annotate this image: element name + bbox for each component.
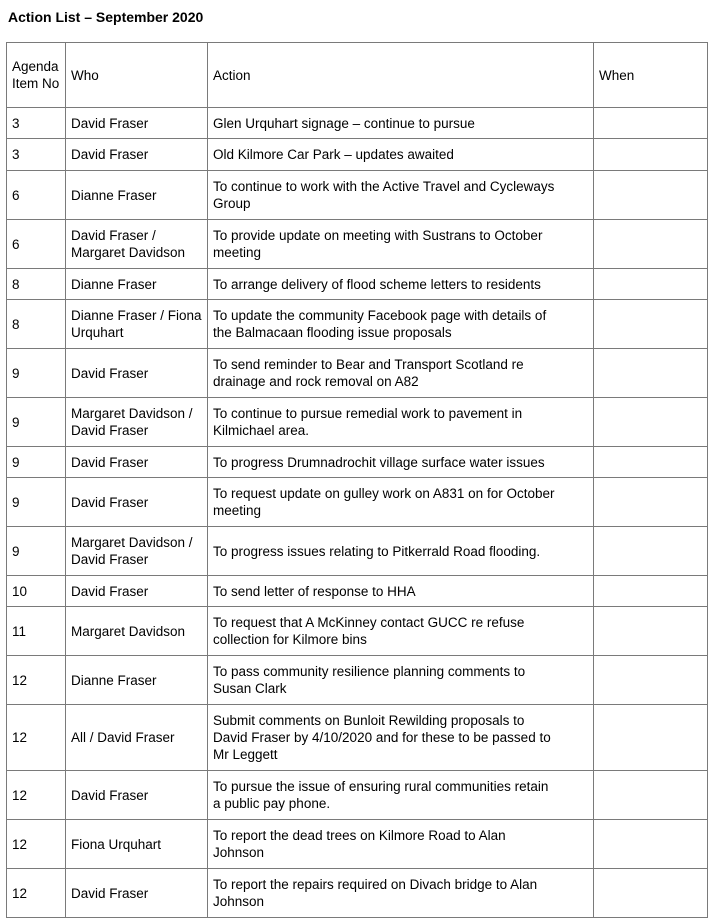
cell-who: Dianne Fraser: [66, 656, 208, 705]
table-row: [7, 108, 708, 139]
cell-agenda-item-no: 12: [7, 869, 66, 918]
cell-action: Old Kilmore Car Park – updates awaited: [208, 139, 594, 171]
cell-who: David Fraser / Margaret Davidson: [66, 220, 208, 269]
table-row: [7, 656, 708, 705]
cell-agenda-item-no: 3: [7, 139, 66, 171]
table-row: [7, 607, 708, 656]
cell-action: To provide update on meeting with Sustrans to October meeting: [208, 220, 594, 269]
cell-who: Dianne Fraser / Fiona Urquhart: [66, 300, 208, 349]
cell-action: Glen Urquhart signage – continue to pursue: [208, 108, 594, 139]
table-row: [7, 576, 708, 607]
cell-agenda-item-no: 12: [7, 705, 66, 771]
table-row: [7, 478, 708, 527]
table-row: [7, 220, 708, 269]
cell-action: To request that A McKinney contact GUCC re refuse collection for Kilmore bins: [208, 607, 594, 656]
cell-who: David Fraser: [66, 139, 208, 171]
cell-when: [594, 607, 708, 656]
cell-when: [594, 527, 708, 576]
cell-when: [594, 139, 708, 171]
table-row: [7, 300, 708, 349]
cell-who: David Fraser: [66, 349, 208, 398]
table-row: [7, 771, 708, 820]
cell-who: David Fraser: [66, 447, 208, 478]
cell-who: David Fraser: [66, 869, 208, 918]
cell-agenda-item-no: 12: [7, 656, 66, 705]
table-row: [7, 398, 708, 447]
cell-agenda-item-no: 10: [7, 576, 66, 607]
cell-agenda-item-no: 9: [7, 527, 66, 576]
cell-agenda-item-no: 8: [7, 269, 66, 300]
cell-when: [594, 220, 708, 269]
table-row: [7, 447, 708, 478]
document-title: Action List – September 2020: [8, 9, 204, 25]
cell-when: [594, 349, 708, 398]
cell-who: Margaret Davidson: [66, 607, 208, 656]
table-header-row: [7, 43, 708, 108]
cell-who: Fiona Urquhart: [66, 820, 208, 869]
cell-agenda-item-no: 8: [7, 300, 66, 349]
cell-action: To progress Drumnadrochit village surface water issues: [208, 447, 594, 478]
cell-who: All / David Fraser: [66, 705, 208, 771]
cell-action: To continue to work with the Active Travel and Cycleways Group: [208, 171, 594, 220]
cell-agenda-item-no: 9: [7, 398, 66, 447]
table-row: [7, 171, 708, 220]
table-row: [7, 349, 708, 398]
cell-when: [594, 171, 708, 220]
cell-when: [594, 820, 708, 869]
cell-when: [594, 447, 708, 478]
cell-action: To request update on gulley work on A831 on for October meeting: [208, 478, 594, 527]
cell-action: To report the repairs required on Divach bridge to Alan Johnson: [208, 869, 594, 918]
cell-when: [594, 771, 708, 820]
cell-action: To progress issues relating to Pitkerrald Road flooding.: [208, 527, 594, 576]
cell-action: To arrange delivery of flood scheme letters to residents: [208, 269, 594, 300]
cell-when: [594, 705, 708, 771]
cell-who: Dianne Fraser: [66, 171, 208, 220]
table-row: [7, 527, 708, 576]
cell-agenda-item-no: 11: [7, 607, 66, 656]
header-when: When: [594, 43, 708, 108]
cell-agenda-item-no: 12: [7, 820, 66, 869]
cell-when: [594, 300, 708, 349]
cell-action: To pass community resilience planning comments to Susan Clark: [208, 656, 594, 705]
cell-action: To continue to pursue remedial work to pavement in Kilmichael area.: [208, 398, 594, 447]
action-table: [6, 42, 708, 918]
cell-agenda-item-no: 6: [7, 220, 66, 269]
cell-agenda-item-no: 9: [7, 478, 66, 527]
cell-action: Submit comments on Bunloit Rewilding proposals to David Fraser by 4/10/2020 and for these to be passed to Mr Leggett: [208, 705, 594, 771]
cell-agenda-item-no: 9: [7, 349, 66, 398]
header-action: Action: [208, 43, 594, 108]
cell-when: [594, 108, 708, 139]
header-agenda-item-no: Agenda Item No: [7, 43, 66, 108]
cell-agenda-item-no: 9: [7, 447, 66, 478]
cell-action: To send reminder to Bear and Transport Scotland re drainage and rock removal on A82: [208, 349, 594, 398]
cell-action: To update the community Facebook page with details of the Balmacaan flooding issue proposals: [208, 300, 594, 349]
cell-who: Dianne Fraser: [66, 269, 208, 300]
cell-who: David Fraser: [66, 478, 208, 527]
cell-agenda-item-no: 3: [7, 108, 66, 139]
cell-action: To report the dead trees on Kilmore Road to Alan Johnson: [208, 820, 594, 869]
cell-when: [594, 869, 708, 918]
cell-action: To send letter of response to HHA: [208, 576, 594, 607]
cell-who: Margaret Davidson / David Fraser: [66, 398, 208, 447]
cell-agenda-item-no: 12: [7, 771, 66, 820]
table-row: [7, 869, 708, 918]
cell-who: David Fraser: [66, 771, 208, 820]
cell-when: [594, 269, 708, 300]
cell-when: [594, 478, 708, 527]
table-row: [7, 139, 708, 171]
cell-agenda-item-no: 6: [7, 171, 66, 220]
table-row: [7, 269, 708, 300]
cell-when: [594, 398, 708, 447]
cell-when: [594, 656, 708, 705]
table-row: [7, 820, 708, 869]
cell-who: David Fraser: [66, 576, 208, 607]
header-who: Who: [66, 43, 208, 108]
table-row: [7, 705, 708, 771]
cell-who: David Fraser: [66, 108, 208, 139]
cell-action: To pursue the issue of ensuring rural communities retain a public pay phone.: [208, 771, 594, 820]
cell-when: [594, 576, 708, 607]
cell-who: Margaret Davidson / David Fraser: [66, 527, 208, 576]
